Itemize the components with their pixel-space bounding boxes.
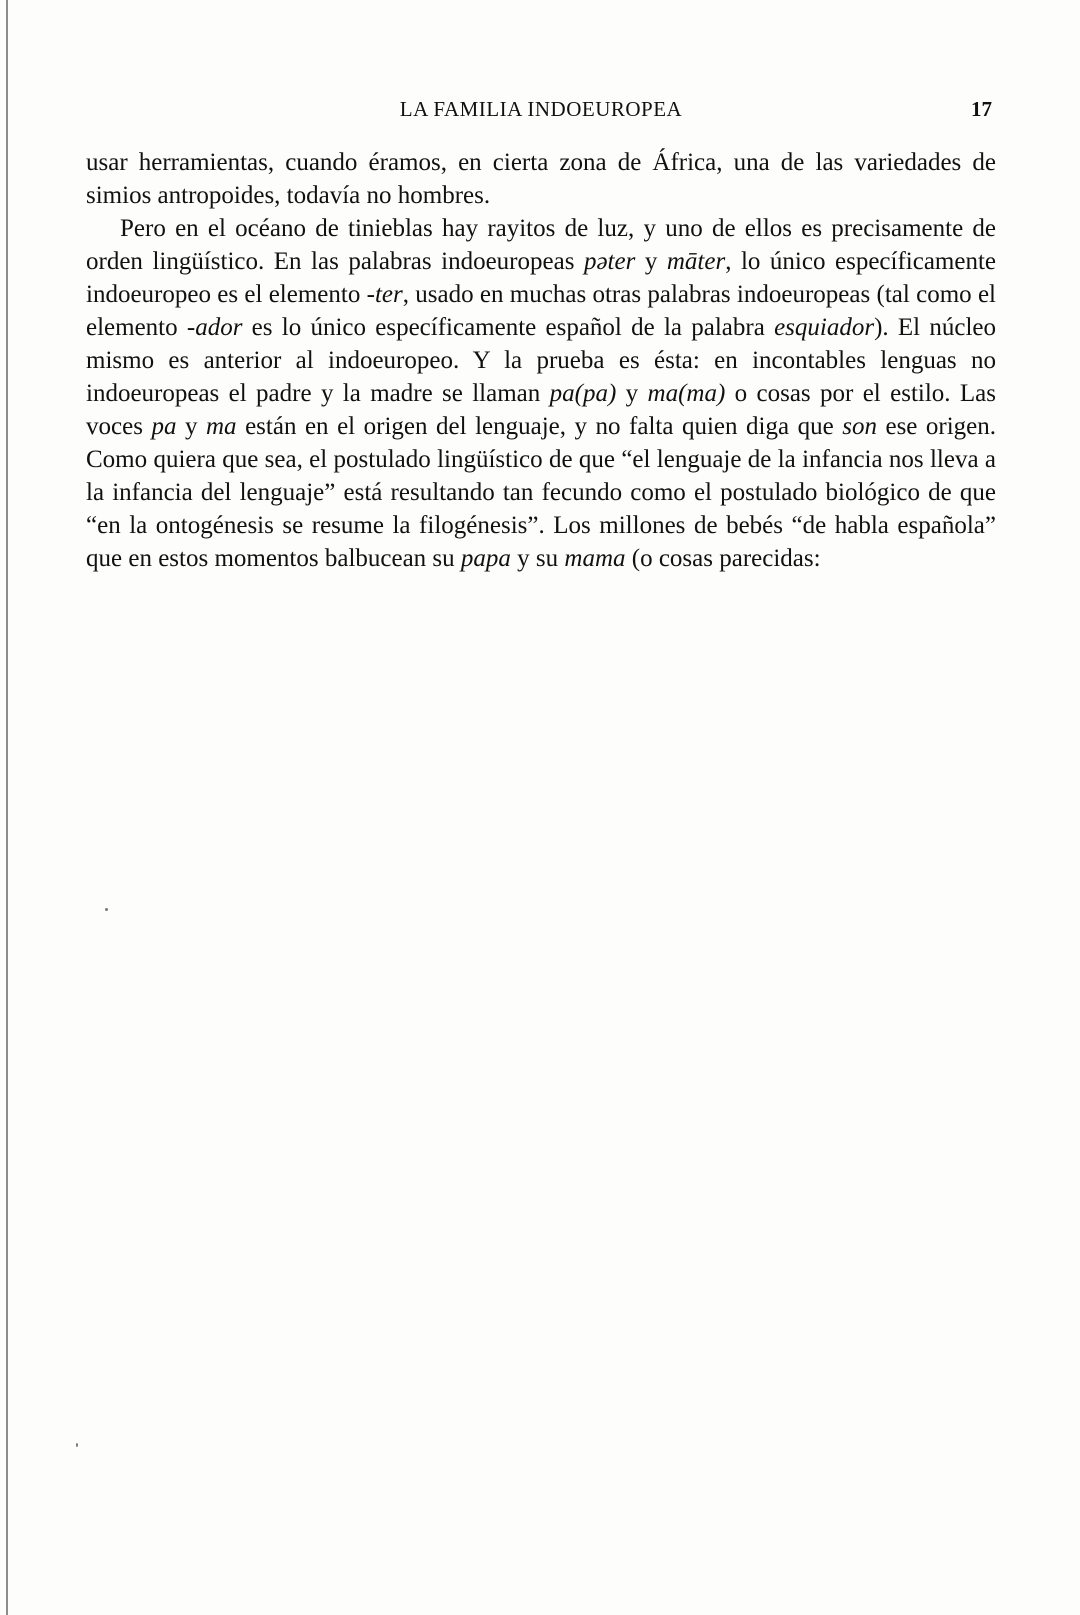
- text-segment: y: [635, 248, 667, 275]
- italic-term: māter: [666, 248, 726, 275]
- text-segment: , lo único específicamente indoeuropeo es el elemento: [86, 248, 997, 308]
- text-segment: y: [176, 413, 206, 440]
- scan-speck: [76, 1443, 78, 1447]
- binding-edge-line: [6, 0, 8, 1615]
- text-segment: usar herramientas, cuando éramos, en cierta zona de África, una de las variedades de simios antropoides, todavía no hombres.: [86, 149, 996, 209]
- italic-term: -ador: [186, 314, 243, 341]
- text-segment: ). El núcleo mismo es anterior al indoeuropeo. Y la prueba es ésta: en incontables lenguas no indoeuropeas el padre y la madre se llaman: [86, 314, 996, 407]
- text-segment: Pero en el océano de tinieblas hay rayitos de luz, y uno de ellos es precisamente de orden lingüístico. En las palabras indoeuropeas: [86, 215, 996, 275]
- text-segment: están en el origen del lenguaje, y no falta quien diga que: [236, 413, 843, 440]
- paragraph: [86, 146, 996, 212]
- text-segment: o cosas por el estilo. Las voces: [86, 380, 996, 440]
- text-segment: es lo único específicamente español de la palabra: [242, 314, 775, 341]
- text-segment: y su: [510, 545, 565, 572]
- italic-term: pa: [151, 413, 177, 440]
- italic-term: pəter: [583, 248, 636, 275]
- italic-term: -ter: [366, 281, 403, 308]
- italic-term: esquiador: [774, 314, 875, 341]
- text-segment: , usado en muchas otras palabras indoeuropeas (tal como el elemento: [86, 281, 996, 341]
- paragraph: [86, 212, 996, 575]
- running-title: LA FAMILIA INDOEUROPEA: [399, 97, 683, 121]
- italic-term: ma: [206, 413, 237, 440]
- running-head: [86, 97, 996, 127]
- italic-term: mama: [564, 545, 626, 572]
- body-text: [86, 146, 996, 575]
- text-segment: y: [616, 380, 648, 407]
- italic-term: papa: [460, 545, 511, 572]
- text-segment: (o cosas parecidas:: [625, 545, 821, 572]
- italic-term: son: [842, 413, 877, 440]
- italic-term: ma(ma): [647, 380, 726, 407]
- page-number: 17: [971, 97, 992, 121]
- scan-speck: [105, 908, 108, 911]
- italic-term: pa(pa): [549, 380, 617, 407]
- text-segment: ese origen. Como quiera que sea, el postulado lingüístico de que “el lenguaje de la infancia nos lleva a la infancia del lenguaje” está resultando tan fecundo como el postulado biológico de que “en la ontogénesis se resume la filogénesis”. Los millones de bebés “de habla española” que en estos momentos balbucean su: [86, 413, 997, 572]
